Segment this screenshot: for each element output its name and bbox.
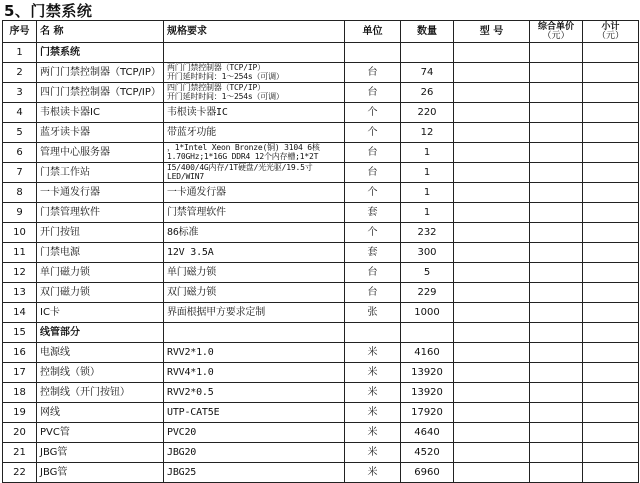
cell-subtotal[interactable] [583,203,639,223]
cell-model[interactable] [454,463,530,483]
table-row [3,183,639,203]
header-subtotal-unit: （元） [596,31,624,41]
spec-text: RVV2*0.5 [167,386,214,398]
cell-subtotal[interactable] [583,163,639,183]
cell-qty[interactable]: 17920 [401,403,454,423]
cell-qty[interactable]: 229 [401,283,454,303]
cell-unit[interactable]: 米 [345,463,401,483]
table-row [3,263,639,283]
cell-subtotal[interactable] [583,103,639,123]
header-unit[interactable]: 单位 [345,21,401,43]
cell-qty[interactable]: 220 [401,103,454,123]
cell-subtotal[interactable] [583,343,639,363]
cell-no[interactable]: 18 [3,383,37,403]
table-row [3,463,639,483]
cell-price[interactable] [530,143,583,163]
cell-qty[interactable]: 13920 [401,363,454,383]
cell-price[interactable] [530,223,583,243]
cell-no[interactable]: 17 [3,363,37,383]
cell-price[interactable] [530,363,583,383]
cell-name[interactable]: 单门磁力锁 [37,263,164,283]
cell-unit[interactable] [345,323,401,343]
cell-no[interactable]: 19 [3,403,37,423]
cell-unit[interactable]: 台 [345,83,401,103]
cell-subtotal[interactable] [583,383,639,403]
cell-name[interactable]: JBG管 [37,463,164,483]
cell-name[interactable]: 韦根读卡器IC [37,103,164,123]
cell-unit[interactable]: 台 [345,63,401,83]
table-row [3,63,639,83]
cell-model[interactable] [454,263,530,283]
cell-subtotal[interactable] [583,63,639,83]
spec-text: 双门磁力锁 [167,286,216,298]
cell-spec[interactable] [164,223,345,243]
table-row [3,243,639,263]
cell-qty[interactable]: 5 [401,263,454,283]
cell-no[interactable]: 9 [3,203,37,223]
spec-text: 86标准 [167,226,199,238]
cell-model[interactable] [454,143,530,163]
cell-price[interactable] [530,263,583,283]
table-row [3,223,639,243]
cell-subtotal[interactable] [583,403,639,423]
cell-model[interactable] [454,423,530,443]
cell-no[interactable]: 11 [3,243,37,263]
header-price-unit: （元） [542,31,570,41]
cell-spec[interactable] [164,363,345,383]
cell-unit[interactable]: 米 [345,403,401,423]
cell-name[interactable]: 管理中心服务器 [37,143,164,163]
header-spec[interactable]: 规格要求 [164,21,345,43]
table-row [3,383,639,403]
cell-model[interactable] [454,383,530,403]
cell-subtotal[interactable] [583,223,639,243]
table-row [3,123,639,143]
section-row [3,43,639,63]
cell-spec[interactable] [164,263,345,283]
table-row [3,103,639,123]
cell-qty[interactable]: 1 [401,143,454,163]
cell-spec[interactable] [164,383,345,403]
cell-qty[interactable]: 1 [401,163,454,183]
cell-price[interactable] [530,83,583,103]
spec-text: RVV2*1.0 [167,346,214,358]
cell-model[interactable] [454,163,530,183]
cell-no[interactable]: 4 [3,103,37,123]
table-body [3,43,639,483]
cell-price[interactable] [530,203,583,223]
cell-subtotal[interactable] [583,83,639,103]
cell-no[interactable]: 13 [3,283,37,303]
header-name[interactable]: 名 称 [37,21,164,43]
spec-text: RVV4*1.0 [167,366,214,378]
cell-qty[interactable]: 6960 [401,463,454,483]
cell-no[interactable]: 14 [3,303,37,323]
header-no[interactable]: 序号 [3,21,37,43]
cell-subtotal[interactable] [583,143,639,163]
cell-no[interactable]: 7 [3,163,37,183]
sheet-title: 5、门禁系统 [4,2,93,20]
cell-qty[interactable]: 13920 [401,383,454,403]
spec-text: PVC20 [167,426,197,438]
cell-name[interactable]: 控制线（开门按钮） [37,383,164,403]
cell-price[interactable] [530,323,583,343]
cell-qty[interactable] [401,43,454,63]
spec-text: JBG25 [167,466,197,478]
cell-unit[interactable]: 台 [345,143,401,163]
cell-subtotal[interactable] [583,43,639,63]
cell-unit[interactable]: 套 [345,203,401,223]
cell-name[interactable]: 蓝牙读卡器 [37,123,164,143]
cell-name[interactable]: 控制线（锁） [37,363,164,383]
spec-text: 带蓝牙功能 [167,126,216,138]
cell-unit[interactable]: 米 [345,423,401,443]
cell-price[interactable] [530,103,583,123]
spec-text: 门禁管理软件 [167,206,226,218]
cell-price[interactable] [530,123,583,143]
cell-no[interactable]: 16 [3,343,37,363]
cell-qty[interactable]: 12 [401,123,454,143]
cell-unit[interactable]: 台 [345,163,401,183]
cell-qty[interactable]: 26 [401,83,454,103]
cell-spec[interactable] [164,143,345,163]
spec-text: JBG20 [167,446,197,458]
cell-name[interactable]: JBG管 [37,443,164,463]
table-row [3,363,639,383]
cell-price[interactable] [530,243,583,263]
cell-price[interactable] [530,43,583,63]
header-qty[interactable]: 数量 [401,21,454,43]
cell-subtotal[interactable] [583,183,639,203]
cell-qty[interactable] [401,323,454,343]
cell-price[interactable] [530,423,583,443]
cell-spec[interactable] [164,163,345,183]
header-subtotal-label: 小计 [601,22,620,32]
cell-name[interactable]: IC卡 [37,303,164,323]
table-row [3,423,639,443]
cell-name[interactable]: 门禁工作站 [37,163,164,183]
cell-subtotal[interactable] [583,283,639,303]
cell-qty[interactable]: 1000 [401,303,454,323]
cell-unit[interactable] [345,43,401,63]
spec-text: UTP-CAT5E [167,406,220,418]
cell-price[interactable] [530,343,583,363]
cell-subtotal[interactable] [583,263,639,283]
spec-text: 12V 3.5A [167,246,214,258]
cell-model[interactable] [454,343,530,363]
cell-no[interactable]: 21 [3,443,37,463]
cell-model[interactable] [454,223,530,243]
cell-unit[interactable]: 套 [345,243,401,263]
section-row [3,323,639,343]
cell-subtotal[interactable] [583,443,639,463]
cell-unit[interactable]: 台 [345,263,401,283]
cell-spec[interactable] [164,103,345,123]
cell-section-label[interactable]: 线管部分 [37,323,164,343]
cell-model[interactable] [454,363,530,383]
cell-name[interactable]: 四门门禁控制器（TCP/IP） [37,83,164,103]
table-row [3,403,639,423]
cell-model[interactable] [454,203,530,223]
header-model[interactable]: 型 号 [454,21,530,43]
cell-model[interactable] [454,243,530,263]
cell-unit[interactable]: 个 [345,103,401,123]
cell-unit[interactable]: 米 [345,363,401,383]
cell-name[interactable]: 门禁管理软件 [37,203,164,223]
cell-model[interactable] [454,183,530,203]
cell-no[interactable]: 3 [3,83,37,103]
cell-name[interactable]: 双门磁力锁 [37,283,164,303]
cell-spec[interactable] [164,443,345,463]
cell-model[interactable] [454,323,530,343]
header-price-label: 综合单价 [537,22,574,32]
cell-unit[interactable]: 个 [345,183,401,203]
cell-model[interactable] [454,403,530,423]
cell-spec[interactable] [164,43,345,63]
cell-unit[interactable]: 个 [345,123,401,143]
cell-qty[interactable]: 74 [401,63,454,83]
cell-no[interactable]: 12 [3,263,37,283]
spec-line-2: LED/WIN7 [167,171,204,181]
spec-line-1: 两门门禁控制器（TCP/IP） [167,63,265,72]
cell-name[interactable]: 门禁电源 [37,243,164,263]
table-row [3,283,639,303]
cell-no[interactable]: 6 [3,143,37,163]
cell-model[interactable] [454,303,530,323]
cell-spec[interactable] [164,183,345,203]
cell-subtotal[interactable] [583,463,639,483]
cell-price[interactable] [530,443,583,463]
table-row [3,443,639,463]
spec-line-2: 开门延时时间：1～254s（可调） [167,91,284,101]
cell-section-label[interactable]: 门禁系统 [37,43,164,63]
table-row [3,343,639,363]
cell-spec[interactable] [164,403,345,423]
cell-price[interactable] [530,383,583,403]
spec-line-1: 四门门禁控制器（TCP/IP） [167,83,265,92]
table-row [3,163,639,183]
cell-no[interactable]: 15 [3,323,37,343]
spec-text: 韦根读卡器IC [167,106,228,118]
cell-no[interactable]: 20 [3,423,37,443]
cell-price[interactable] [530,283,583,303]
cell-spec[interactable] [164,343,345,363]
equipment-table [2,20,639,483]
header-price[interactable] [530,21,583,43]
cell-qty[interactable]: 4160 [401,343,454,363]
cell-price[interactable] [530,463,583,483]
cell-name[interactable]: 电源线 [37,343,164,363]
cell-qty[interactable]: 4640 [401,423,454,443]
cell-no[interactable]: 22 [3,463,37,483]
cell-unit[interactable]: 台 [345,283,401,303]
cell-model[interactable] [454,103,530,123]
cell-model[interactable] [454,283,530,303]
spec-line-2: 开门延时时间：1～254s（可调） [167,71,284,81]
cell-unit[interactable]: 张 [345,303,401,323]
cell-qty[interactable]: 1 [401,203,454,223]
cell-price[interactable] [530,403,583,423]
cell-spec[interactable] [164,63,345,83]
cell-spec[interactable] [164,283,345,303]
cell-spec[interactable] [164,203,345,223]
cell-model[interactable] [454,43,530,63]
cell-model[interactable] [454,443,530,463]
cell-price[interactable] [530,183,583,203]
cell-no[interactable]: 8 [3,183,37,203]
cell-unit[interactable]: 米 [345,383,401,403]
spec-line-2: 1.70GHz;1*16G DDR4 12个内存槽;1*2T [167,151,319,161]
table-row [3,143,639,163]
cell-no[interactable]: 10 [3,223,37,243]
cell-no[interactable]: 5 [3,123,37,143]
cell-subtotal[interactable] [583,323,639,343]
cell-qty[interactable]: 1 [401,183,454,203]
cell-price[interactable] [530,163,583,183]
cell-qty[interactable]: 300 [401,243,454,263]
cell-model[interactable] [454,63,530,83]
cell-subtotal[interactable] [583,423,639,443]
table-row [3,303,639,323]
cell-spec[interactable] [164,83,345,103]
cell-model[interactable] [454,123,530,143]
cell-spec[interactable] [164,243,345,263]
cell-price[interactable] [530,63,583,83]
spec-text: 界面根据甲方要求定制 [167,306,265,318]
cell-model[interactable] [454,83,530,103]
cell-price[interactable] [530,303,583,323]
cell-no[interactable]: 2 [3,63,37,83]
cell-name[interactable]: PVC管 [37,423,164,443]
cell-no[interactable]: 1 [3,43,37,63]
cell-spec[interactable] [164,303,345,323]
cell-spec[interactable] [164,323,345,343]
header-subtotal[interactable] [583,21,639,43]
cell-subtotal[interactable] [583,303,639,323]
cell-name[interactable]: 两门门禁控制器（TCP/IP） [37,63,164,83]
cell-name[interactable]: 开门按钮 [37,223,164,243]
cell-unit[interactable]: 个 [345,223,401,243]
cell-name[interactable]: 网线 [37,403,164,423]
cell-subtotal[interactable] [583,363,639,383]
spec-line-1: ，1*Intel Xeon Bronze(铜) 3104 6核 [167,143,320,152]
spec-line-1: I5/400/4G内存/1T硬盘/光光驱/19.5寸 [167,163,313,172]
header-row [3,21,639,43]
cell-qty[interactable]: 232 [401,223,454,243]
cell-name[interactable]: 一卡通发行器 [37,183,164,203]
cell-qty[interactable]: 4520 [401,443,454,463]
cell-spec[interactable] [164,423,345,443]
cell-subtotal[interactable] [583,123,639,143]
cell-spec[interactable] [164,123,345,143]
table-row [3,83,639,103]
spec-text: 单门磁力锁 [167,266,216,278]
cell-unit[interactable]: 米 [345,343,401,363]
cell-spec[interactable] [164,463,345,483]
table-row [3,203,639,223]
cell-unit[interactable]: 米 [345,443,401,463]
cell-subtotal[interactable] [583,243,639,263]
spec-text: 一卡通发行器 [167,186,226,198]
